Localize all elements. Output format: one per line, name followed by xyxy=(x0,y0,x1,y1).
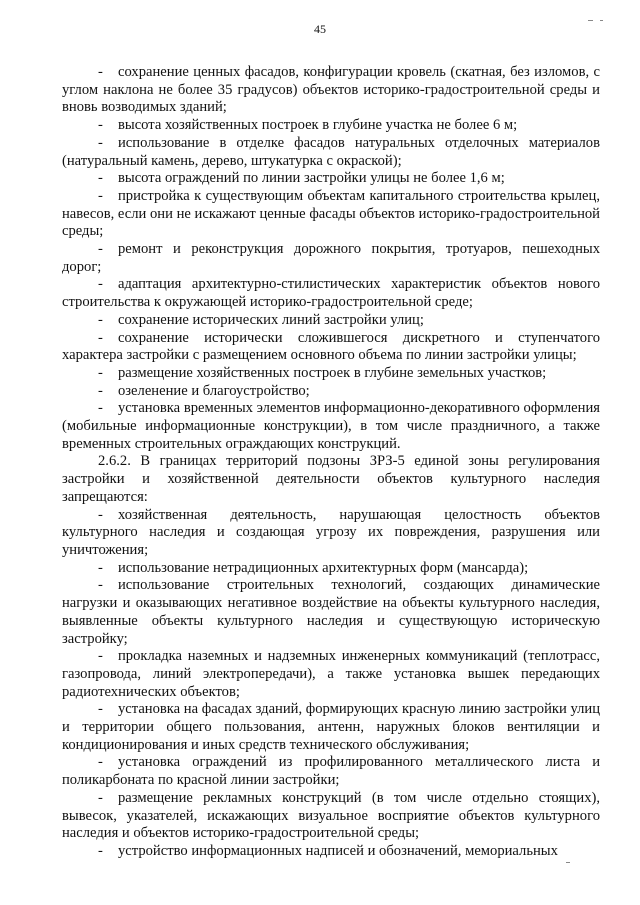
bullet-item xyxy=(62,754,600,789)
bullet-dash: - xyxy=(98,117,103,134)
bullet-item xyxy=(62,117,600,135)
item-text: 2.6.2. В границах территорий подзоны ЗРЗ-5 единой зоны регулирования застройки и хозяйственной деятельности объектов культурного наследия запрещаются: xyxy=(62,453,600,505)
bullet-dash: - xyxy=(98,170,103,187)
bullet-dash: - xyxy=(98,559,103,576)
bullet-item xyxy=(62,648,600,701)
item-text: размещение хозяйственных построек в глубине земельных участков; xyxy=(118,364,547,381)
bullet-dash: - xyxy=(98,64,103,80)
bullet-dash: - xyxy=(98,311,103,328)
scan-mark xyxy=(600,20,603,21)
item-text: сохранение исторически сложившегося дискретного и ступенчатого характера застройки с размещением основного объема по линии застройки улицы; xyxy=(62,329,600,364)
bullet-dash: - xyxy=(98,789,103,806)
item-text: установка ограждений из профилированного металлического листа и поликарбоната по красной линии застройки; xyxy=(62,754,600,789)
bullet-item xyxy=(62,843,600,861)
bullet-dash: - xyxy=(98,754,103,771)
item-text: адаптация архитектурно-стилистических характеристик объектов нового строительства к окружающей историко-градостроительной среде; xyxy=(62,276,600,311)
item-text: высота ограждений по линии застройки улицы не более 1,6 м; xyxy=(118,170,505,187)
bullet-item xyxy=(62,188,600,241)
bullet-dash: - xyxy=(98,276,103,293)
bullet-item xyxy=(62,241,600,276)
item-text: сохранение ценных фасадов, конфигурации кровель (скатная, без изломов, с углом наклона не более 35 градусов) объектов историко-градостроительной среды и вновь возводимых зданий; xyxy=(62,64,600,116)
bullet-item xyxy=(62,790,600,843)
item-text: высота хозяйственных построек в глубине участка не более 6 м; xyxy=(118,117,518,134)
scan-mark xyxy=(566,862,570,863)
bullet-dash: - xyxy=(98,364,103,381)
bullet-item xyxy=(62,312,600,330)
item-text: размещение рекламных конструкций (в том числе отдельно стоящих), вывесок, указателей, искажающих визуальное восприятие объектов культурного наследия и объектов историко-градостроительной среды; xyxy=(62,789,600,842)
bullet-item xyxy=(62,276,600,311)
scan-mark xyxy=(588,20,593,21)
bullet-item xyxy=(62,330,600,365)
bullet-item xyxy=(62,701,600,754)
bullet-item xyxy=(62,365,600,383)
bullet-dash: - xyxy=(98,329,103,346)
bullet-dash: - xyxy=(98,241,103,258)
item-text: использование в отделке фасадов натуральных отделочных материалов (натуральный камень, дерево, штукатурка с окраской); xyxy=(62,134,600,169)
bullet-dash: - xyxy=(98,400,103,417)
bullet-dash: - xyxy=(98,134,103,151)
bullet-item xyxy=(62,560,600,578)
bullet-dash: - xyxy=(98,382,103,399)
bullet-item xyxy=(62,64,600,117)
item-text: пристройка к существующим объектам капитального строительства крылец, навесов, если они не искажают ценные фасады объектов историко-градостроительной среды; xyxy=(62,187,600,240)
page-number: 45 xyxy=(314,22,326,36)
bullet-dash: - xyxy=(98,842,103,859)
bullet-item xyxy=(62,383,600,401)
bullet-item xyxy=(62,135,600,170)
bullet-item xyxy=(62,400,600,453)
item-text: сохранение исторических линий застройки улиц; xyxy=(118,311,424,328)
document-body xyxy=(62,64,600,861)
item-text: установка временных элементов информационно-декоративного оформления (мобильные информационные конструкции), в том числе праздничного, а также временных строительных ограждающих конструкций. xyxy=(62,400,600,452)
item-text: озеленение и благоустройство; xyxy=(118,382,310,399)
bullet-dash: - xyxy=(98,187,103,204)
item-text: установка на фасадах зданий, формирующих красную линию застройки улиц и территории общего пользования, антенн, наружных блоков вентиляции и кондиционирования и иных средств технического обслуживания; xyxy=(62,701,600,753)
item-text: устройство информационных надписей и обозначений, мемориальных xyxy=(118,842,558,859)
item-text: использование нетрадиционных архитектурных форм (мансарда); xyxy=(118,559,529,576)
bullet-dash: - xyxy=(98,701,103,718)
item-text: использование строительных технологий, создающих динамические нагрузки и оказывающих негативное воздействие на объекты культурного наследия, выявленные объекты культурного наследия и существующую историческую застройку; xyxy=(62,577,600,647)
paragraph xyxy=(62,453,600,506)
item-text: прокладка наземных и надземных инженерных коммуникаций (теплотрасс, газопровода, линий электропередачи), а также установка вышек передающих радиотехнических объектов; xyxy=(62,648,600,700)
bullet-item xyxy=(62,170,600,188)
bullet-dash: - xyxy=(98,577,103,594)
bullet-dash: - xyxy=(98,648,103,665)
bullet-item xyxy=(62,577,600,648)
item-text: ремонт и реконструкция дорожного покрытия, тротуаров, пешеходных дорог; xyxy=(62,241,600,275)
item-text: хозяйственная деятельность, нарушающая целостность объектов культурного наследия и создающая угрозу их повреждения, разрушения или уничтожения; xyxy=(62,506,600,558)
bullet-dash: - xyxy=(98,506,103,523)
bullet-item xyxy=(62,507,600,560)
